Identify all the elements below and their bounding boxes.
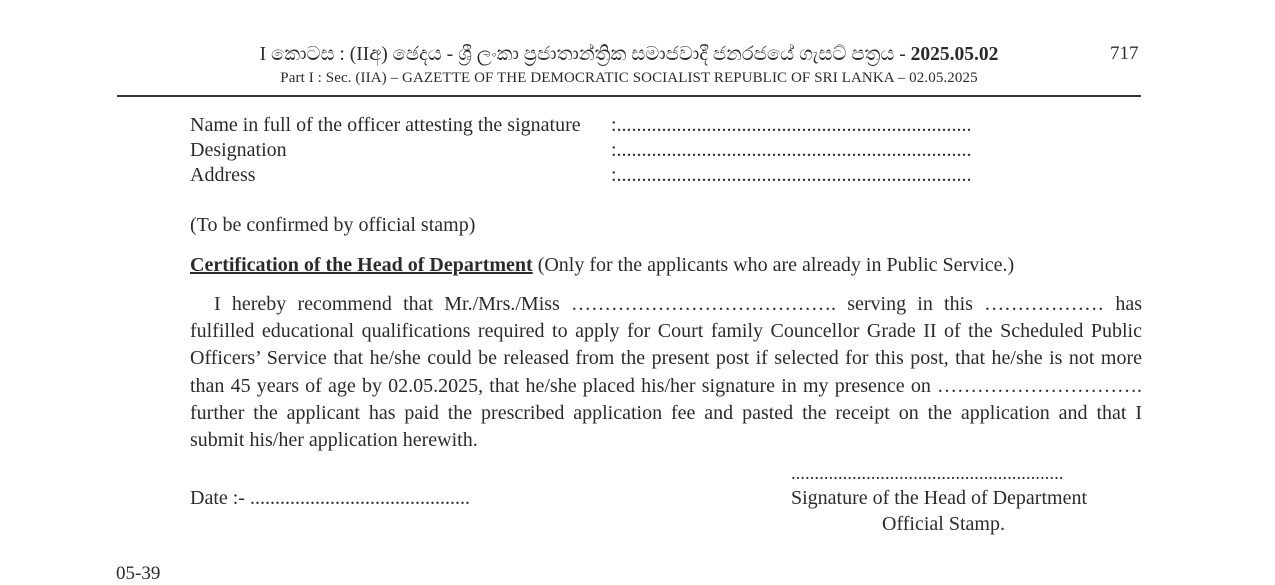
stamp-note: (To be confirmed by official stamp) (190, 214, 476, 236)
header-divider (117, 95, 1141, 97)
footer-code: 05-39 (116, 563, 161, 584)
certification-subheading: (Only for the applicants who are already in Public Service.) (537, 254, 1015, 276)
signature-line: .......................................................... (791, 463, 1064, 483)
gazette-header-sinhala (0, 43, 1258, 66)
designation-field: :....................................................................... (611, 139, 972, 161)
attesting-officer-name-label: Name in full of the officer attesting the signature (190, 114, 581, 136)
paragraph-line: fulfilled educational qualifications required to apply for Court family Councellor Grade II of the Scheduled Public (190, 320, 1142, 343)
certification-heading-row (190, 254, 1014, 277)
address-label: Address (190, 164, 256, 186)
paragraph-line: submit his/her application herewith. (190, 429, 478, 452)
paragraph-line: than 45 years of age by 02.05.2025, that he/she placed his/her signature in my presence on …………………………. (190, 374, 1142, 397)
certification-paragraph (190, 291, 1142, 454)
certification-heading: Certification of the Head of Department (190, 254, 533, 276)
header-sinhala-date: 2025.05.02 (910, 44, 999, 65)
paragraph-line: Officers’ Service that he/she could be released from the present post if selected for this post, that he/she is not more (190, 347, 1142, 370)
date-field: Date :- ............................................ (190, 487, 470, 509)
address-field: :....................................................................... (611, 164, 972, 186)
signature-title: Signature of the Head of Department (791, 487, 1088, 509)
paragraph-line: I hereby recommend that Mr./Mrs./Miss …………………………………. serving in this ……………… has (214, 293, 1142, 315)
header-sinhala-text: I කොටස : (IIඅ) ඡෙදය - ශ්‍රී ලංකා ප්‍රජාතාන්ත්‍රික සමාජවාදී ජනරජයේ ගැසට් පත්‍රය - (259, 44, 911, 65)
attesting-officer-name-field: :....................................................................... (611, 114, 972, 136)
official-stamp-label: Official Stamp. (882, 513, 1005, 535)
page-number: 717 (1110, 43, 1139, 64)
designation-label: Designation (190, 139, 287, 161)
gazette-header-english: Part I : Sec. (IIA) – GAZETTE OF THE DEMOCRATIC SOCIALIST REPUBLIC OF SRI LANKA – 02.05.2025 (280, 70, 978, 86)
paragraph-line: further the applicant has paid the prescribed application fee and pasted the receipt on the application and that I (190, 401, 1142, 424)
